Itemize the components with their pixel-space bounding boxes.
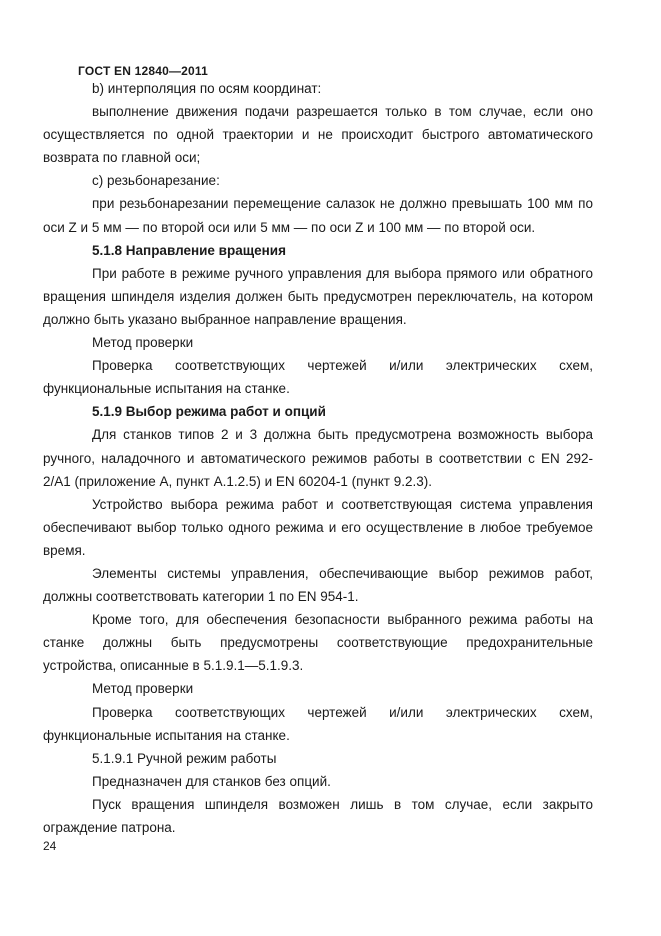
- paragraph: Кроме того, для обеспечения безопасности выбранного режима работы на станке должны быть предусмотрены соответствующие предохранительные устройства, описанные в 5.1.9.1—5.1.9.3.: [43, 612, 593, 674]
- section-heading: 5.1.9 Выбор режима работ и опций: [92, 404, 326, 420]
- paragraph: c) резьбонарезание:: [92, 173, 220, 189]
- section-heading: 5.1.8 Направление вращения: [92, 242, 286, 258]
- paragraph: Пуск вращения шпинделя возможен лишь в том случае, если закрыто ограждение патрона.: [43, 796, 593, 835]
- page-number: 24: [43, 839, 57, 853]
- paragraph: Элементы системы управления, обеспечивающие выбор режимов работ, должны соответствовать категории 1 по EN 954-1.: [43, 565, 593, 605]
- paragraph: Для станков типов 2 и 3 должна быть предусмотрена возможность выбора ручного, наладочного и автоматического режимов работы в соответствии с EN 292-2/A1 (приложение А, пункт А.1.2.5) и EN 60204-1 (пункт 9.2.3).: [43, 427, 593, 489]
- paragraph: при резьбонарезании перемещение салазок не должно превышать 100 мм по оси Z и 5 мм — по второй оси или 5 мм — по оси Z и 100 мм — по второй оси.: [43, 196, 593, 235]
- paragraph: выполнение движения подачи разрешается только в том случае, если оно осуществляется по одной траектории и не происходит быстрого автоматического возврата по главной оси;: [43, 104, 593, 166]
- paragraph: Предназначен для станков без опций.: [92, 773, 331, 789]
- standard-header: ГОСТ EN 12840—2011: [78, 64, 209, 78]
- paragraph: Метод проверки: [92, 681, 194, 697]
- paragraph: Метод проверки: [92, 335, 194, 351]
- paragraph: Проверка соответствующих чертежей и/или электрических схем, функциональные испытания на станке.: [43, 358, 593, 397]
- paragraph: b) интерполяция по осям координат:: [92, 81, 322, 96]
- document-body: [43, 77, 593, 839]
- paragraph: Устройство выбора режима работ и соответствующая система управления обеспечивают выбор только одного режима и его осуществление в любое требуемое время.: [43, 496, 593, 558]
- paragraph: При работе в режиме ручного управления для выбора прямого или обратного вращения шпинделя изделия должен быть предусмотрен переключатель, на котором должно быть указано выбранное направление вращения.: [43, 265, 593, 327]
- paragraph: Проверка соответствующих чертежей и/или электрических схем, функциональные испытания на станке.: [43, 704, 593, 743]
- subsection-heading: 5.1.9.1 Ручной режим работы: [92, 750, 277, 766]
